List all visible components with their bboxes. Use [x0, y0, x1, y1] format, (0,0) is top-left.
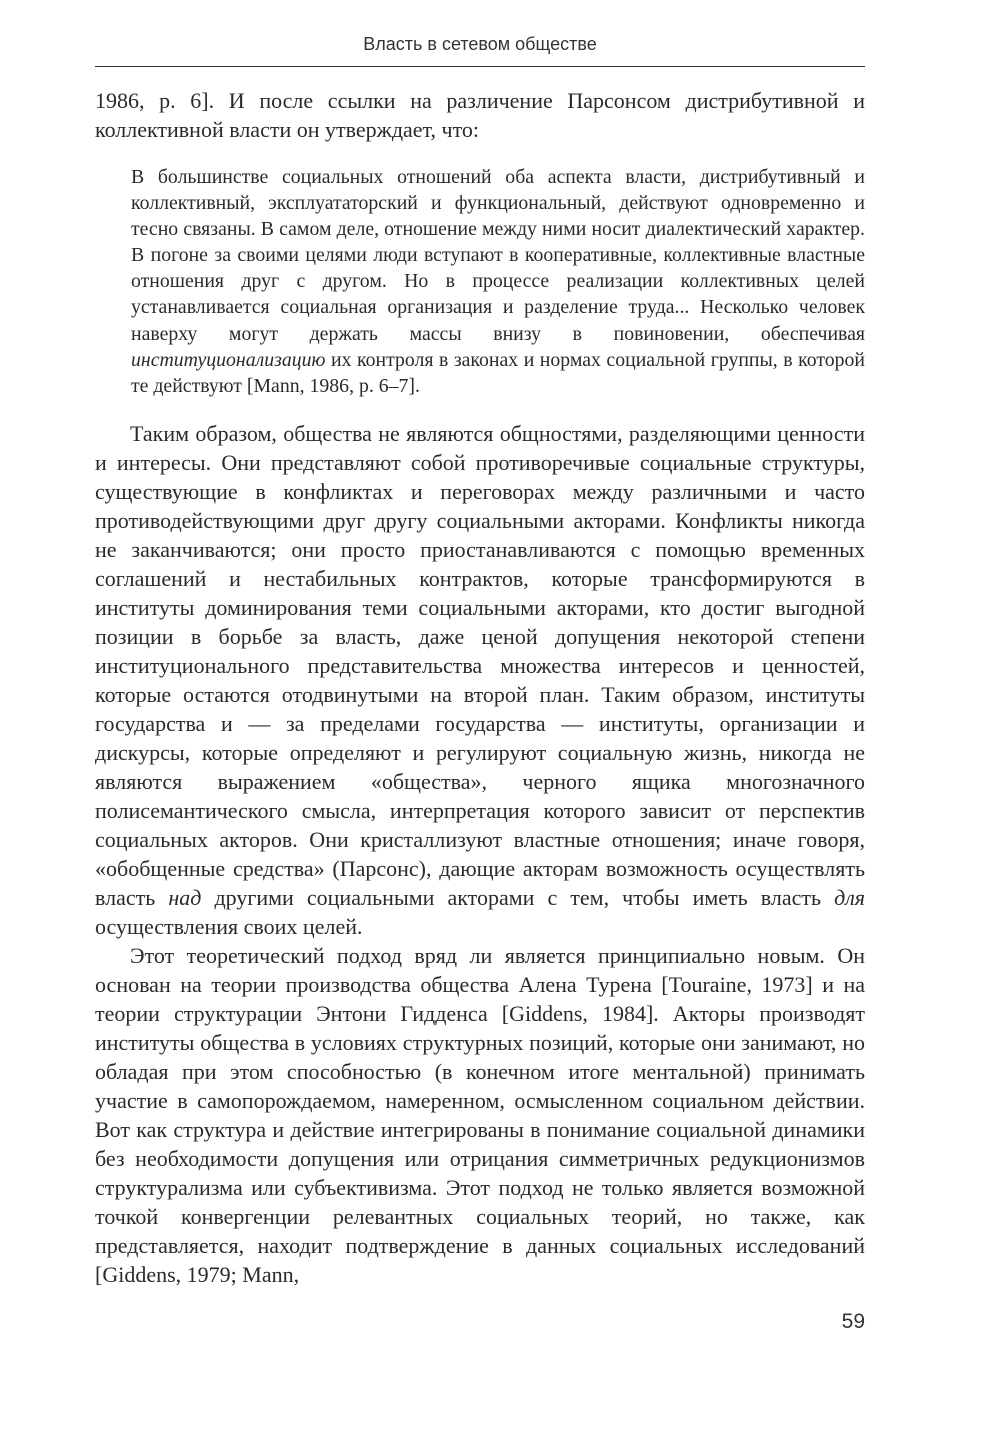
- paragraph-2-middle: другими социальными акторами с тем, чтобы иметь власть: [214, 884, 821, 910]
- page-number: 59: [841, 1310, 865, 1333]
- quote-emphasis: институционализацию: [131, 348, 326, 371]
- paragraph-3: Этот теоретический подход вряд ли является принципиально новым. Он основан на теории производства общества Алена Турена [Touraine, 1973] и на теории структурации Энтони Гидденса [Giddens, 1984]. Акторы производят институты общества в условиях структурных позиций, которые они занимают, но обладая при этом способностью (в конечном итоге ментальной) принимать участие в самопорождаемом, намеренном, осмысленном социальном действии. Вот как структура и действие интегрированы в понимание социальной динамики без необходимости допущения или отрицания симметричных редукционизмов структурализма или субъективизма. Этот подход не только является возможной точкой конвергенции релевантных социальных теорий, но также, как представляется, находит подтверждение в данных социальных исследований [Giddens, 1979; Mann,: [95, 942, 865, 1287]
- paragraph-1: 1986, p. 6]. И после ссылки на различение Парсонсом дистрибутивной и коллективной власти он утверждает, что:: [95, 88, 865, 142]
- paragraph-2-emphasis-2: для: [834, 884, 866, 910]
- paragraph-2-before: Таким образом, общества не являются общностями, разделяющими ценности и интересы. Они представляют собой противоречивые социальные структуры, существующие в конфликтах и переговорах между различными и часто противодействующими друг другу социальными акторами. Конфликты никогда не заканчиваются; они просто приостанавливаются с помощью временных соглашений и нестабильных контрактов, которые трансформируются в институты доминирования теми социальными акторами, кто достиг выгодной позиции в борьбе за власть, даже ценой допущения некоторой степени институционального представительства множества интересов и ценностей, которые остаются отодвинутыми на второй план. Таким образом, институты государства и — за пределами государства — институты, организации и дискурсы, которые определяют и регулируют социальную жизнь, никогда не являются выражением «общества», черного ящика многозначного полисемантического смысла, интерпретация которого зависит от перспектив социальных акторов. Они кристаллизуют властные отношения; иначе говоря, «обобщенные средства» (Парсонс), дающие акторам возможность осуществлять власть: [95, 420, 865, 910]
- paragraph-2: [95, 419, 865, 941]
- page-body: [95, 86, 865, 1289]
- block-quote: [95, 164, 865, 399]
- paragraph-2-after: осуществления своих целей.: [95, 913, 363, 939]
- running-head: Власть в сетевом обществе: [363, 34, 597, 54]
- paragraph-2-emphasis-1: над: [168, 884, 202, 910]
- quote-text-before: В большинстве социальных отношений оба аспекта власти, дистрибутивный и коллективный, эксплуататорский и функциональный, действуют одновременно и тесно связаны. В самом деле, отношение между ними носит диалектический характер. В погоне за своими целями люди вступают в кооперативные, коллективные властные отношения друг с другом. Но в процессе реализации коллективных целей устанавливается социальная организация и разделение труда... Несколько человек наверху могут держать массы внизу в повиновении, обеспечивая: [131, 166, 865, 345]
- header-rule: [95, 66, 865, 67]
- quote-text-after: их контроля в законах и нормах социальной группы, в которой те действуют [Mann, 1986, p. 6–7].: [131, 348, 865, 397]
